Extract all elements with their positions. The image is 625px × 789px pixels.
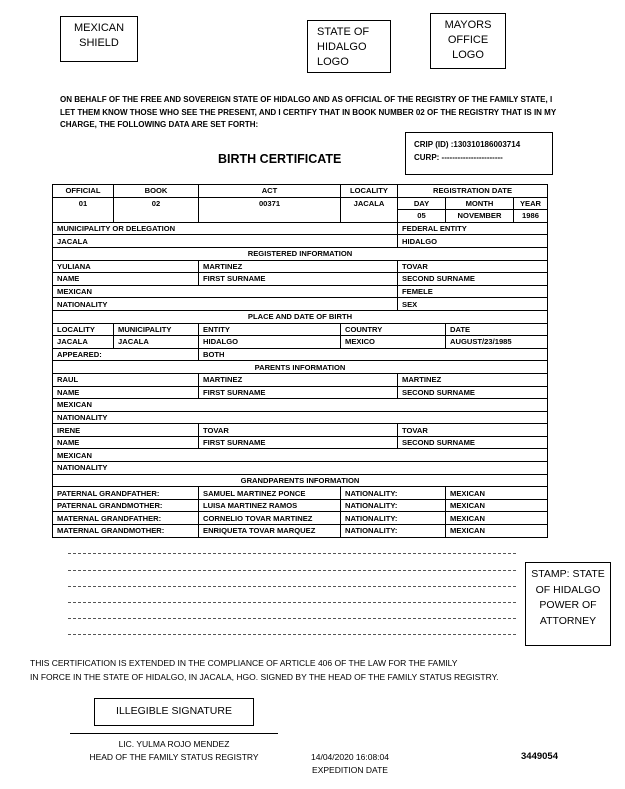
mexican-shield-logo: MEXICAN SHIELD bbox=[60, 16, 138, 62]
label-birth-entity: ENTITY bbox=[199, 323, 341, 336]
header-book: BOOK bbox=[114, 185, 199, 198]
grandparent-nationality: MEXICAN bbox=[446, 499, 548, 512]
signature-box: ILLEGIBLE SIGNATURE bbox=[94, 698, 254, 726]
label-second-surname: SECOND SURNAME bbox=[398, 436, 548, 449]
grandparent-nationality: MEXICAN bbox=[446, 487, 548, 500]
blank-line bbox=[68, 618, 516, 619]
label-sex: SEX bbox=[398, 298, 548, 311]
mother-nationality: MEXICAN bbox=[53, 449, 548, 462]
grandparent-role: PATERNAL GRANDMOTHER: bbox=[53, 499, 199, 512]
label-birth-country: COUNTRY bbox=[341, 323, 446, 336]
label-name: NAME bbox=[53, 273, 199, 286]
certification-line: IN FORCE IN THE STATE OF HIDALGO, IN JACALA, HGO. SIGNED BY THE HEAD OF THE FAMILY STATUS REGISTRY. bbox=[30, 672, 499, 682]
birth-entity: HIDALGO bbox=[199, 336, 341, 349]
mother-name: IRENE bbox=[53, 424, 199, 437]
birth-municipality: JACALA bbox=[114, 336, 199, 349]
grandparent-nationality: MEXICAN bbox=[446, 525, 548, 538]
registered-sex: FEMELE bbox=[398, 285, 548, 298]
book: 02 bbox=[114, 197, 199, 222]
registered-first-surname: MARTINEZ bbox=[199, 260, 398, 273]
grandparent-name: CORNELIO TOVAR MARTINEZ bbox=[199, 512, 341, 525]
curp: CURP: ----------------------- bbox=[414, 153, 503, 162]
crip-id: CRIP (ID) :130310186003714 bbox=[414, 140, 521, 149]
expedition-label: EXPEDITION DATE bbox=[312, 765, 388, 775]
intro-text: ON BEHALF OF THE FREE AND SOVEREIGN STATE OF HIDALGO AND AS OFFICIAL OF THE REGISTRY OF THE FAMILY STATE, I LET THEM KNOW THOSE WHO SEE THE PRESENT, AND I CERTIFY THAT IN BOOK NUMBER 02 OF THE REGISTRY THAT IS IN MY CHARGE, THE FOLLOWING DATA ARE SET FORTH: bbox=[60, 95, 557, 129]
father-second-surname: MARTINEZ bbox=[398, 373, 548, 386]
blank-line bbox=[68, 553, 516, 554]
blank-line bbox=[68, 634, 516, 635]
section-parents: PARENTS INFORMATION bbox=[53, 361, 548, 374]
birth-date: AUGUST/23/1985 bbox=[446, 336, 548, 349]
locality: JACALA bbox=[341, 197, 398, 222]
label-federal-entity: FEDERAL ENTITY bbox=[398, 222, 548, 235]
father-nationality: MEXICAN bbox=[53, 399, 548, 412]
header-year: YEAR bbox=[514, 197, 548, 210]
label-name: NAME bbox=[53, 436, 199, 449]
registered-name: YULIANA bbox=[53, 260, 199, 273]
label-first-surname: FIRST SURNAME bbox=[199, 386, 398, 399]
certificate-table bbox=[52, 184, 548, 538]
label-nationality: NATIONALITY bbox=[53, 298, 398, 311]
state-logo: STATE OF HIDALGO LOGO bbox=[307, 20, 391, 73]
signer-block bbox=[70, 738, 278, 764]
grandparent-name: SAMUEL MARTINEZ PONCE bbox=[199, 487, 341, 500]
certification-text bbox=[30, 656, 499, 684]
page-title: BIRTH CERTIFICATE bbox=[218, 152, 342, 166]
stamp-box: STAMP: STATE OF HIDALGO POWER OF ATTORNEY bbox=[525, 562, 611, 646]
official: 01 bbox=[53, 197, 114, 222]
year: 1986 bbox=[514, 210, 548, 223]
registered-second-surname: TOVAR bbox=[398, 260, 548, 273]
birth-locality: JACALA bbox=[53, 336, 114, 349]
grandparent-name: LUISA MARTINEZ RAMOS bbox=[199, 499, 341, 512]
section-grandparents: GRANDPARENTS INFORMATION bbox=[53, 474, 548, 487]
day: 05 bbox=[398, 210, 446, 223]
label-nationality: NATIONALITY: bbox=[341, 525, 446, 538]
act: 00371 bbox=[199, 197, 341, 222]
header-registration-date: REGISTRATION DATE bbox=[398, 185, 548, 198]
expedition-datetime: 14/04/2020 16:08:04 bbox=[311, 752, 389, 762]
grandparent-nationality: MEXICAN bbox=[446, 512, 548, 525]
header-month: MONTH bbox=[446, 197, 514, 210]
label-nationality: NATIONALITY bbox=[53, 462, 548, 475]
father-first-surname: MARTINEZ bbox=[199, 373, 398, 386]
birth-country: MEXICO bbox=[341, 336, 446, 349]
month: NOVEMBER bbox=[446, 210, 514, 223]
federal-entity: HIDALGO bbox=[398, 235, 548, 248]
label-nationality: NATIONALITY: bbox=[341, 512, 446, 525]
header-act: ACT bbox=[199, 185, 341, 198]
label-birth-locality: LOCALITY bbox=[53, 323, 114, 336]
mother-first-surname: TOVAR bbox=[199, 424, 398, 437]
mother-second-surname: TOVAR bbox=[398, 424, 548, 437]
label-name: NAME bbox=[53, 386, 199, 399]
section-birth: PLACE AND DATE OF BIRTH bbox=[53, 310, 548, 323]
father-name: RAUL bbox=[53, 373, 199, 386]
label-birth-municipality: MUNICIPALITY bbox=[114, 323, 199, 336]
section-registered: REGISTERED INFORMATION bbox=[53, 247, 548, 260]
label-first-surname: FIRST SURNAME bbox=[199, 273, 398, 286]
expedition-block bbox=[300, 751, 400, 777]
label-second-surname: SECOND SURNAME bbox=[398, 386, 548, 399]
header-official: OFFICIAL bbox=[53, 185, 114, 198]
signer-title: HEAD OF THE FAMILY STATUS REGISTRY bbox=[89, 752, 259, 762]
id-box bbox=[405, 132, 553, 175]
label-municipality: MUNICIPALITY OR DELEGATION bbox=[53, 222, 398, 235]
registered-nationality: MEXICAN bbox=[53, 285, 398, 298]
folio-number: 3449054 bbox=[521, 751, 558, 762]
label-first-surname: FIRST SURNAME bbox=[199, 436, 398, 449]
blank-line bbox=[68, 570, 516, 571]
blank-line bbox=[68, 602, 516, 603]
signature-line bbox=[70, 733, 278, 734]
label-appeared: APPEARED: bbox=[53, 348, 199, 361]
municipality: JACALA bbox=[53, 235, 398, 248]
mayors-office-logo: MAYORS OFFICE LOGO bbox=[430, 13, 506, 69]
label-second-surname: SECOND SURNAME bbox=[398, 273, 548, 286]
signer-name: LIC. YULMA ROJO MENDEZ bbox=[118, 739, 230, 749]
grandparent-role: MATERNAL GRANDMOTHER: bbox=[53, 525, 199, 538]
label-nationality: NATIONALITY: bbox=[341, 487, 446, 500]
blank-line bbox=[68, 586, 516, 587]
label-nationality: NATIONALITY: bbox=[341, 499, 446, 512]
label-nationality: NATIONALITY bbox=[53, 411, 548, 424]
grandparent-role: PATERNAL GRANDFATHER: bbox=[53, 487, 199, 500]
header-day: DAY bbox=[398, 197, 446, 210]
label-birth-date: DATE bbox=[446, 323, 548, 336]
grandparent-name: ENRIQUETA TOVAR MARQUEZ bbox=[199, 525, 341, 538]
certification-line: THIS CERTIFICATION IS EXTENDED IN THE COMPLIANCE OF ARTICLE 406 OF THE LAW FOR THE FAMILY bbox=[30, 658, 458, 668]
appeared: BOTH bbox=[199, 348, 548, 361]
grandparent-role: MATERNAL GRANDFATHER: bbox=[53, 512, 199, 525]
header-locality: LOCALITY bbox=[341, 185, 398, 198]
